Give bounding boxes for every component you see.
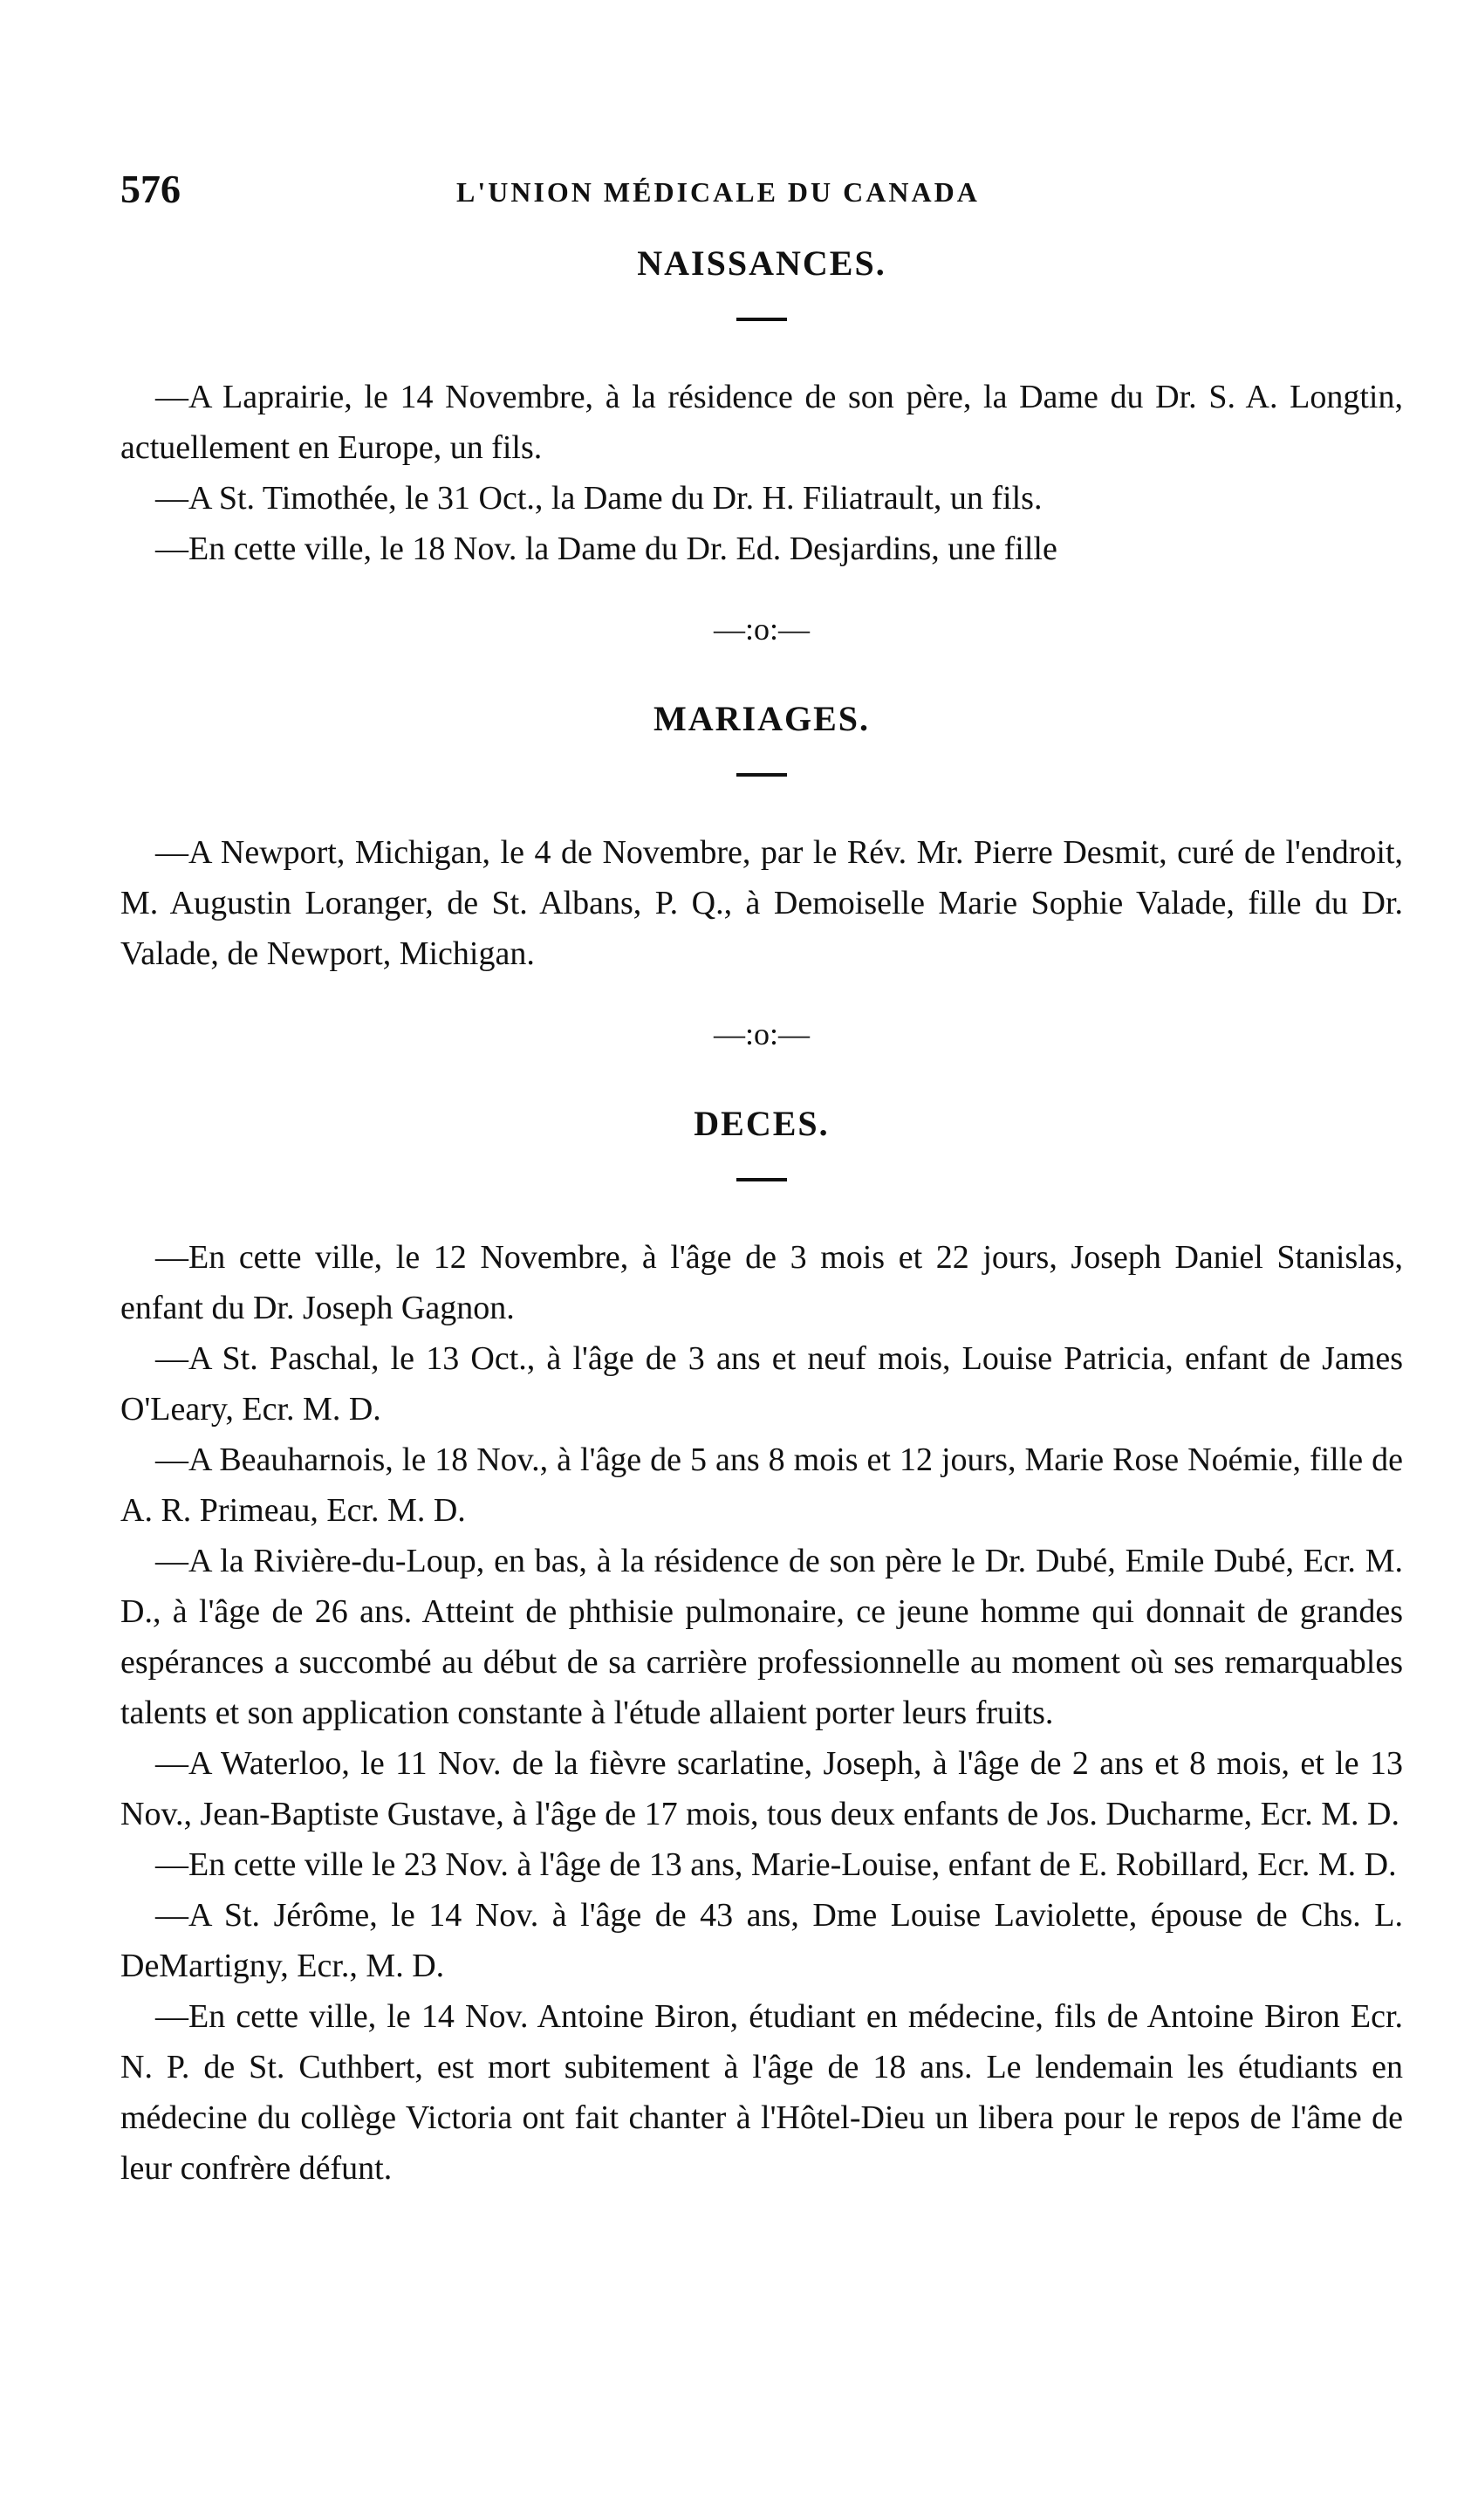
death-notice: —A Beauharnois, le 18 Nov., à l'âge de 5 ans 8 mois et 12 jours, Marie Rose Noémie, fille de A. R. Primeau, Ecr. M. D. [120, 1441, 1403, 1529]
death-notice: —A Waterloo, le 11 Nov. de la fièvre scarlatine, Joseph, à l'âge de 2 ans et 8 mois, et le 13 Nov., Jean-Baptiste Gustave, à l'âge de 17 mois, tous deux enfants de Jos. Ducharme, Ecr. M. D. [120, 1745, 1403, 1832]
death-notice: —A St. Paschal, le 13 Oct., à l'âge de 3 ans et neuf mois, Louise Patricia, enfant de James O'Leary, Ecr. M. D. [120, 1340, 1403, 1428]
death-notice: —En cette ville, le 12 Novembre, à l'âge de 3 mois et 22 jours, Joseph Daniel Stanislas, enfant du Dr. Joseph Gagnon. [120, 1239, 1403, 1326]
journal-title: L'UNION MÉDICALE DU CANADA [456, 176, 980, 208]
page-number: 576 [120, 167, 181, 211]
section-separator: —:o:— [713, 1017, 810, 1051]
document-page [120, 166, 1403, 2194]
death-notice: —En cette ville, le 14 Nov. Antoine Biron, étudiant en médecine, fils de Antoine Biron Ecr. N. P. de St. Cuthbert, est mort subitement à l'âge de 18 ans. Le lendemain les étudiants en médecine du collège Victoria ont fait chanter à l'Hôtel-Dieu un libera pour le repos de l'âme de leur confrère défunt. [120, 1998, 1403, 2187]
birth-notice: —A St. Timothée, le 31 Oct., la Dame du Dr. H. Filiatrault, un fils. [155, 480, 1043, 517]
section-rule [736, 1178, 787, 1181]
section-title-mariages: MARIAGES. [653, 699, 871, 738]
birth-notice: —En cette ville, le 18 Nov. la Dame du Dr. Ed. Desjardins, une fille [155, 531, 1057, 567]
section-title-deces: DECES. [694, 1104, 830, 1143]
section-rule [736, 773, 787, 777]
death-notice: —En cette ville le 23 Nov. à l'âge de 13 ans, Marie-Louise, enfant de E. Robillard, Ecr. M. D. [155, 1846, 1397, 1883]
section-separator: —:o:— [713, 612, 810, 647]
section-title-naissances: NAISSANCES. [637, 243, 886, 283]
marriage-notice: —A Newport, Michigan, le 4 de Novembre, par le Rév. Mr. Pierre Desmit, curé de l'endroit, M. Augustin Loranger, de St. Albans, P. Q., à Demoiselle Marie Sophie Valade, fille du Dr. Valade, de Newport, Michigan. [120, 834, 1403, 972]
death-notice: —A la Rivière-du-Loup, en bas, à la résidence de son père le Dr. Dubé, Emile Dubé, Ecr. M. D., à l'âge de 26 ans. Atteint de phthisie pulmonaire, ce jeune homme qui donnait de grandes espérances a succombé au début de sa carrière professionnelle au moment où ses remarquables talents et son application constante à l'étude allaient porter leurs fruits. [120, 1543, 1403, 1731]
death-notice: —A St. Jérôme, le 14 Nov. à l'âge de 43 ans, Dme Louise Laviolette, épouse de Chs. L. DeMartigny, Ecr., M. D. [120, 1897, 1403, 1984]
running-head [120, 166, 1403, 236]
birth-notice: —A Laprairie, le 14 Novembre, à la résidence de son père, la Dame du Dr. S. A. Longtin, actuellement en Europe, un fils. [120, 379, 1403, 466]
section-rule [736, 318, 787, 321]
